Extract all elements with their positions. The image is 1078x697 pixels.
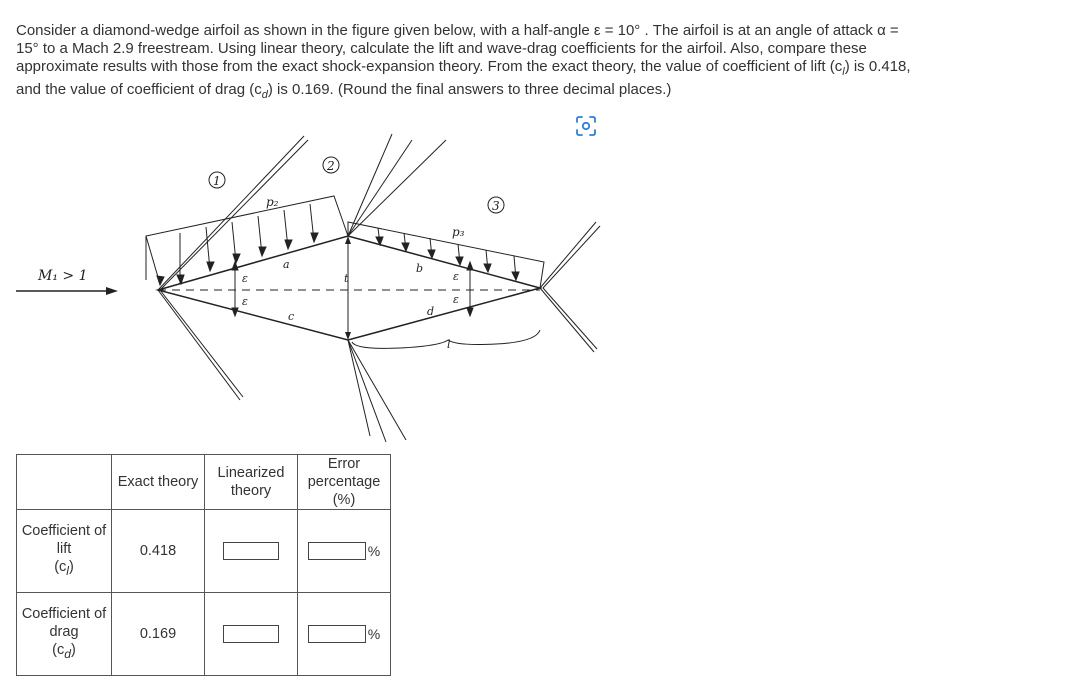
question-line-1: Consider a diamond-wedge airfoil as shown in the figure given below, with a half-angle ε = 10° . The airfoil is at an angle of attack α =: [16, 22, 899, 39]
epsilon-label-2: ε: [242, 295, 248, 308]
region-2-label: 2: [327, 159, 335, 173]
percent-unit-lift: %: [367, 542, 381, 559]
length-bracket: [352, 330, 540, 348]
question-line-3: approximate results with those from the exact shock-expansion theory. From the exact theory, the value of coefficient of lift $(c_l)$ is 0.418,: [16, 58, 911, 78]
epsilon-label-3: ε: [453, 270, 459, 283]
mach-label: M₁ > 1: [38, 268, 88, 284]
exact-drag-value: 0.169: [112, 593, 205, 676]
question-line-2: 15° to a Mach 2.9 freestream. Using linear theory, calculate the lift and wave-drag coefficients for the airfoil. Also, compare these: [16, 40, 867, 57]
linearized-drag-input[interactable]: [223, 625, 279, 643]
face-a-label: a: [283, 258, 290, 271]
face-c-label: c: [288, 310, 295, 323]
row-label-lift: Coefficient of lift $(c_l)$: [17, 510, 112, 593]
epsilon-label-1: ε: [242, 272, 248, 285]
answer-table: [16, 454, 391, 676]
airfoil-body: [158, 236, 540, 340]
length-label: l: [447, 338, 451, 351]
trailing-edge-shock: [540, 222, 600, 352]
table-row-drag: [17, 593, 391, 676]
row-label-drag: Coefficient of drag $(c_d)$: [17, 593, 112, 676]
linearized-lift-input[interactable]: [223, 542, 279, 560]
freestream-arrow: [16, 287, 118, 295]
error-lift-input[interactable]: [308, 542, 366, 560]
question-text: [16, 22, 976, 104]
error-drag-input[interactable]: [308, 625, 366, 643]
epsilon-label-4: ε: [453, 293, 459, 306]
face-d-label: d: [427, 305, 435, 318]
question-line-4: and the value of coefficient of drag $(c_d)$ is 0.169. (Round the final answers to three decimal places.): [16, 81, 672, 101]
face-b-label: b: [416, 262, 424, 275]
percent-unit-drag: %: [367, 625, 381, 642]
pressure-distribution-rear: [348, 222, 544, 288]
table-header-empty: [17, 455, 112, 510]
table-header-exact: Exact theory: [112, 455, 205, 510]
exact-lift-value: 0.418: [112, 510, 205, 593]
diamond-airfoil-figure: [10, 130, 610, 450]
p3-label: p₃: [452, 225, 465, 239]
region-3-label: 3: [492, 199, 500, 213]
p2-label: p₂: [266, 195, 279, 209]
upper-expansion-fan: [348, 134, 446, 236]
region-1-label: 1: [213, 174, 221, 188]
lower-expansion-fan: [348, 340, 406, 442]
table-row-lift: [17, 510, 391, 593]
thickness-label: t: [344, 272, 349, 285]
table-header-error: Error percentage (%): [298, 455, 391, 510]
table-header-row: [17, 455, 391, 510]
region-markers: [209, 157, 504, 213]
table-header-linearized: Linearized theory: [205, 455, 298, 510]
